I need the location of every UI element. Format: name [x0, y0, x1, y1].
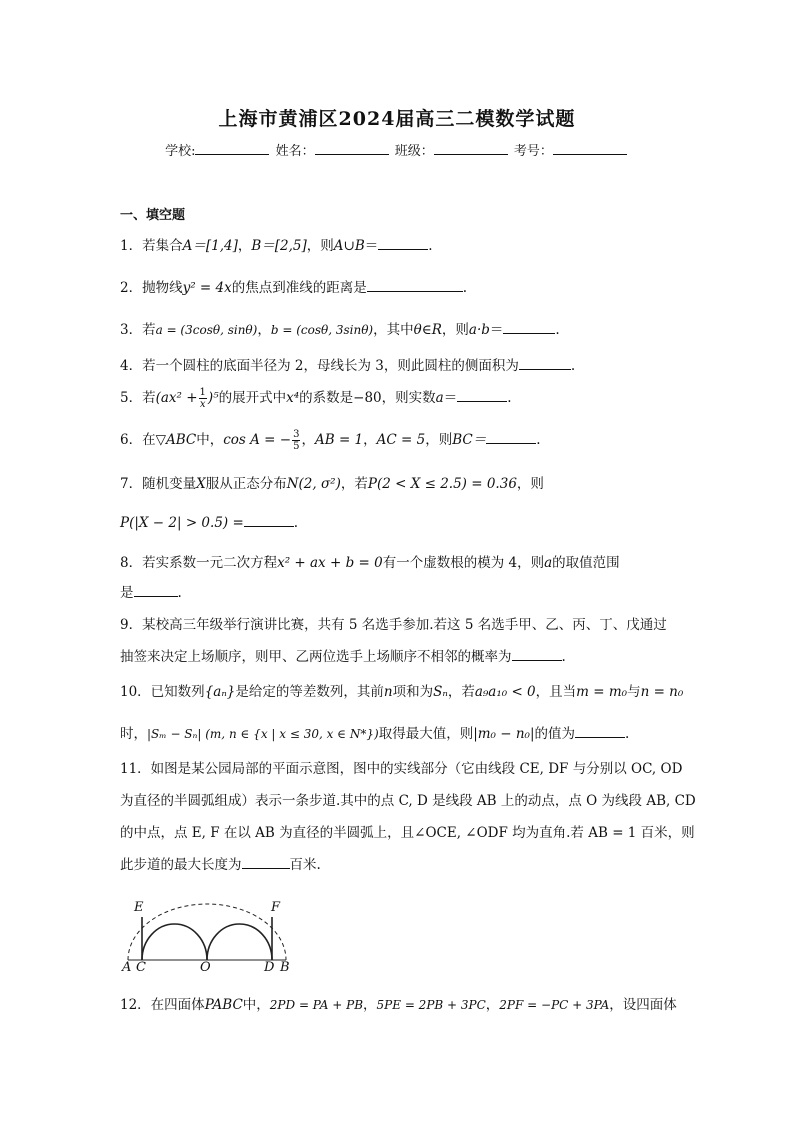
q12-expr-1: 2PD = PA + PB: [269, 998, 364, 1012]
q1-union: A∪B: [333, 238, 365, 254]
q4-answer-blank[interactable]: [519, 357, 571, 370]
question-7-line2: [120, 514, 298, 531]
question-8: [120, 551, 620, 571]
q3-sep: ，: [257, 322, 271, 338]
dashed-semicircle: [128, 904, 286, 960]
q10-line2b: 取得最大值，则: [378, 726, 474, 742]
q12-text-d: ，: [485, 997, 500, 1013]
q3-text-c: ，则: [441, 322, 469, 338]
school-label: 学校:: [165, 144, 196, 159]
q3-text-e: .: [555, 322, 560, 338]
q12-name: PABC: [204, 997, 243, 1013]
q6-text-c: ，: [301, 432, 315, 448]
q5-answer-blank[interactable]: [457, 389, 507, 402]
q8-var: a: [544, 555, 553, 571]
number-blank[interactable]: [553, 142, 627, 155]
q12-text-c: ，: [363, 997, 377, 1013]
q10-text-c: 项和为: [392, 684, 434, 700]
q12-text-a: 12．在四面体: [120, 997, 205, 1013]
semicircle-od: [207, 924, 272, 960]
question-5: [120, 386, 512, 410]
label-d: D: [264, 960, 275, 975]
question-11-line2: 为直径的半圆弧组成）表示一条步道.其中的点 C, D 是线段 AB 上的动点，点 O 为线段 AB, CD: [120, 793, 696, 809]
q9-answer-blank[interactable]: [512, 648, 562, 661]
q3-vector-b: b = (cosθ, 3sinθ): [270, 323, 374, 337]
q10-cond: a₉a₁₀ < 0: [474, 684, 536, 700]
question-6: [120, 428, 541, 452]
q5-frac-den: x: [199, 399, 206, 410]
page-title: 上海市黄浦区2024届高三二模数学试题: [218, 108, 576, 130]
q12-expr-2: 5PE = 2PB + 3PC: [376, 998, 486, 1012]
label-f: F: [271, 900, 281, 915]
question-11: 11．如图是某公园局部的平面示意图，图中的实线部分（它由线段 CE, DF 与分别以 OC, OD: [120, 761, 683, 777]
question-7: [120, 472, 544, 492]
q10-answer-blank[interactable]: [575, 725, 625, 738]
q7-line2: P(|X − 2| > 0.5) =: [120, 515, 244, 531]
q5-expr-b: )⁵: [207, 390, 219, 406]
q5-text-b: 的展开式中: [218, 390, 287, 406]
q2-text-b: 的焦点到准线的距离是: [231, 280, 367, 296]
q8-text-c: 的取值范围: [552, 555, 620, 571]
q7-var: X: [196, 476, 206, 492]
q4-end: .: [570, 358, 576, 374]
q10-end: .: [625, 726, 630, 742]
q7-end: .: [293, 515, 299, 531]
class-blank[interactable]: [434, 142, 508, 155]
label-b: B: [280, 960, 290, 975]
q1-set-a: A＝[1,4]: [182, 238, 238, 254]
q2-text-c: .: [462, 280, 468, 296]
q6-ac: AC = 5: [376, 432, 426, 448]
q10-m: m = m₀: [576, 684, 628, 700]
q11-line4b: 百米.: [289, 857, 321, 873]
q6-text-b: 中，: [196, 432, 224, 448]
q6-text-e: ，则: [425, 432, 453, 448]
q8-text-b: 有一个虚数根的模为 4，则: [382, 555, 545, 571]
q5-text-e: .: [507, 390, 512, 406]
label-a: A: [122, 960, 132, 975]
question-3: [120, 318, 560, 338]
q1-text-a: 1．若集合: [120, 238, 183, 254]
q10-text-d: ，若: [447, 684, 475, 700]
q5-term: x⁴: [286, 390, 300, 406]
q7-answer-blank[interactable]: [244, 514, 294, 527]
question-1: [120, 234, 433, 254]
name-label: 姓名：: [275, 144, 315, 159]
q10-seq: {aₙ}: [204, 684, 236, 700]
q5-text-d: ＝: [443, 390, 458, 406]
q10-nn: n = n₀: [640, 684, 684, 700]
number-label: 考号：: [513, 144, 553, 159]
q8-answer-blank[interactable]: [134, 584, 178, 597]
q10-n: n: [383, 684, 393, 700]
park-path-figure: [118, 896, 308, 982]
q5-text-c: 的系数是−80，则实数: [299, 390, 436, 406]
semicircle-oc: [142, 924, 207, 960]
q1-text-b: ，: [237, 238, 252, 254]
q10-text-b: 是给定的等差数列，其前: [235, 684, 384, 700]
q1-answer-blank[interactable]: [378, 237, 428, 250]
q10-text-e: ，且当: [535, 684, 577, 700]
q7-prob: P(2 < X ≤ 2.5) = 0.36: [367, 476, 517, 492]
label-c: C: [136, 960, 146, 975]
q10-sn: Sₙ: [433, 684, 448, 700]
q10-expr: |Sₘ − Sₙ| (m, n ∈ {x | x ≤ 30, x ∈ N*}): [147, 727, 379, 741]
q2-expr: y² = 4x: [182, 280, 232, 296]
question-10-line2: [120, 722, 629, 742]
q2-answer-blank[interactable]: [367, 279, 463, 292]
question-4: [120, 354, 575, 374]
q3-vector-a: a = (3cosθ, sinθ): [155, 323, 258, 337]
q11-line4a: 此步道的最大长度为: [120, 857, 242, 873]
q10-abs: |m₀ − n₀|: [473, 726, 535, 742]
q4-text: 4．若一个圆柱的底面半径为 2，母线长为 3，则此圆柱的侧面积为: [120, 358, 519, 374]
q3-text-a: 3．若: [120, 322, 156, 338]
q6-answer-blank[interactable]: [486, 431, 536, 444]
q5-text-a: 5．若: [120, 390, 156, 406]
question-8-line2: [120, 581, 182, 601]
q7-text-a: 7．随机变量: [120, 476, 197, 492]
q8-end: .: [177, 585, 182, 601]
q6-cos: cos A = −: [223, 432, 292, 448]
section-title: 一、填空题: [120, 208, 186, 223]
q6-ab: AB = 1: [314, 432, 364, 448]
q3-text-b: ，其中: [373, 322, 414, 338]
q7-text-b: 服从正态分布: [205, 476, 287, 492]
q1-text-e: .: [428, 238, 433, 254]
q11-answer-blank[interactable]: [242, 856, 290, 869]
q8-line2: 是: [120, 585, 134, 601]
q1-set-b: B＝[2,5]: [251, 238, 307, 254]
q7-text-d: ，则: [516, 476, 544, 492]
q1-text-d: ＝: [364, 238, 379, 254]
q10-text-f: 与: [627, 684, 641, 700]
q6-text-a: 6．在: [120, 432, 156, 448]
q6-text-d: ，: [363, 432, 377, 448]
question-9-line2: [120, 645, 566, 665]
q5-expr-a: (ax² +: [155, 390, 198, 406]
q8-eq: x² + ax + b = 0: [277, 555, 383, 571]
q2-text-a: 2．抛物线: [120, 280, 183, 296]
q12-text-e: ，设四面体: [609, 997, 677, 1013]
school-blank[interactable]: [195, 142, 269, 155]
q5-fraction: [199, 387, 207, 410]
question-12: [120, 993, 677, 1013]
q8-text-a: 8．若实系数一元二次方程: [120, 555, 278, 571]
question-11-line3: 的中点，点 E, F 在以 AB 为直径的半圆弧上，且∠OCE, ∠ODF 均为直角.若 AB = 1 百米，则: [120, 825, 695, 841]
class-label: 班级：: [394, 144, 434, 159]
q10-line2c: 的值为: [534, 726, 576, 742]
q3-dot: a·b: [468, 322, 490, 338]
q6-triangle: ▽ABC: [155, 432, 197, 448]
question-9: 9．某校高三年级举行演讲比赛，共有 5 名选手参加.若这 5 名选手甲、乙、丙、丁、戊通过: [120, 617, 667, 633]
q5-frac-num: 1: [199, 387, 206, 398]
q5-var: a: [435, 390, 444, 406]
q7-dist: N(2, σ²): [286, 476, 341, 492]
label-o: O: [200, 960, 211, 975]
q12-text-b: 中，: [242, 997, 270, 1013]
q12-expr-3: 2PF = −PC + 3PA: [499, 998, 610, 1012]
question-2: [120, 276, 467, 296]
name-blank[interactable]: [315, 142, 389, 155]
q1-text-c: ，则: [306, 238, 334, 254]
label-e: E: [134, 900, 144, 915]
q3-cond: θ∈R: [413, 322, 442, 338]
q3-text-d: ＝: [489, 322, 504, 338]
q10-line2a: 时，: [120, 726, 147, 742]
q3-answer-blank[interactable]: [503, 321, 555, 334]
q7-text-c: ，若: [340, 476, 368, 492]
q10-text-a: 10．已知数列: [120, 684, 205, 700]
q6-frac-den: 5: [293, 441, 300, 452]
q6-fraction: [292, 429, 300, 452]
q9-end: .: [561, 649, 566, 665]
q6-frac-num: 3: [293, 429, 300, 440]
q9-line2: 抽签来决定上场顺序，则甲、乙两位选手上场顺序不相邻的概率为: [120, 649, 512, 665]
question-11-line4: [120, 853, 321, 873]
question-10: [120, 680, 683, 700]
q6-bc: BC＝: [452, 432, 487, 448]
q6-text-f: .: [536, 432, 541, 448]
student-info-row: [0, 140, 794, 159]
